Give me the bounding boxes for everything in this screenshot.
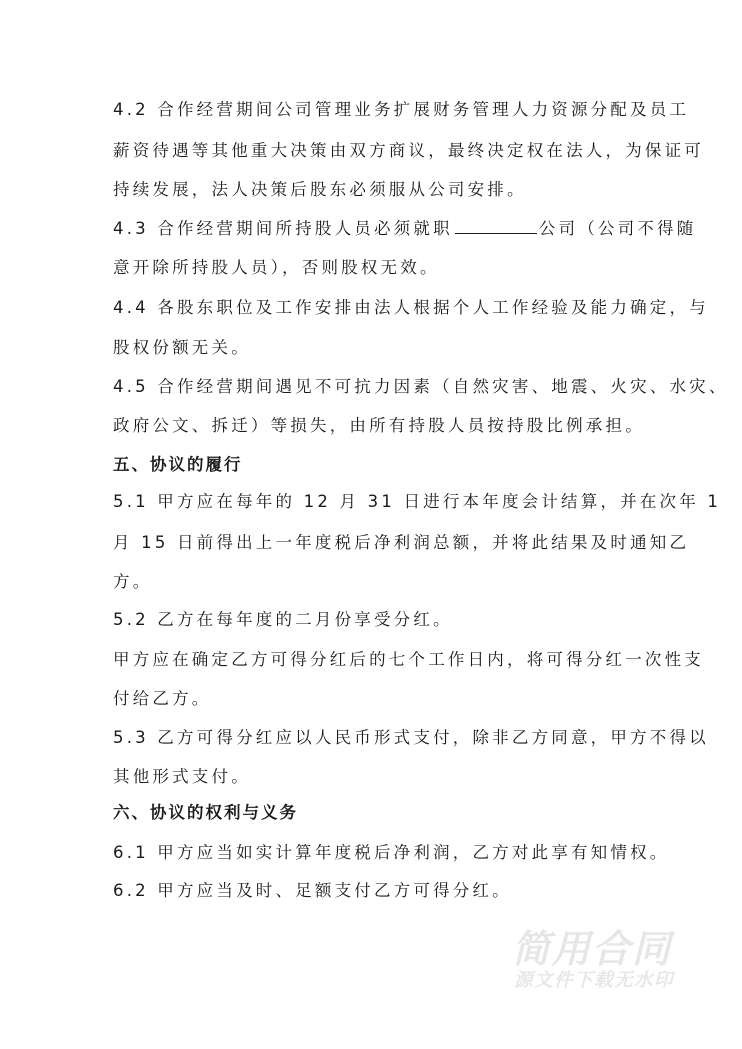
clause-4-4-line-2: 股权份额无关。 (113, 338, 251, 357)
clause-4-4-line-1: 4.4 各股东职位及工作安排由法人根据个人工作经验及能力确定，与 (113, 298, 709, 317)
clause-5-3-line-1: 5.3 乙方可得分红应以人民币形式支付，除非乙方同意，甲方不得以 (113, 728, 709, 747)
company-name-blank[interactable] (455, 219, 537, 234)
watermark-title: 简用合同 (512, 927, 673, 971)
clause-5-3-line-2: 其他形式支付。 (113, 767, 251, 786)
clause-4-2-line-3: 持续发展，法人决策后股东必须服从公司安排。 (113, 180, 527, 199)
clause-5-2-detail-line-2: 付给乙方。 (113, 689, 212, 708)
clause-4-3-post: 公司（公司不得随 (538, 219, 697, 238)
clause-5-1-line-3: 方。 (113, 572, 153, 591)
clause-4-3-line-2: 意开除所持股人员），否则股权无效。 (113, 258, 440, 277)
clause-6-2: 6.2 甲方应当及时、足额支付乙方可得分红。 (113, 881, 512, 900)
clause-4-3-line-1 (113, 219, 696, 239)
clause-5-1-line-1: 5.1 甲方应在每年的 12 月 31 日进行本年度会计结算，并在次年 1 (113, 492, 722, 511)
clause-4-2-line-2: 薪资待遇等其他重大决策由双方商议，最终决定权在法人，为保证可 (113, 141, 704, 160)
clause-5-2: 5.2 乙方在每年度的二月份享受分红。 (113, 610, 453, 629)
clause-4-5-line-2: 政府公文、拆迁）等损失，由所有持股人员按持股比例承担。 (113, 416, 645, 435)
clause-5-1-line-2: 月 15 日前得出上一年度税后净利润总额，并将此结果及时通知乙 (113, 533, 690, 552)
clause-4-3-pre: 4.3 合作经营期间所持股人员必须就职 (113, 219, 453, 238)
section-6-heading: 六、协议的权利与义务 (113, 803, 298, 822)
clause-5-2-detail-line-1: 甲方应在确定乙方可得分红后的七个工作日内，将可得分红一次性支 (113, 650, 704, 669)
clause-6-1: 6.1 甲方应当如实计算年度税后净利润，乙方对此享有知情权。 (113, 843, 670, 862)
clause-4-2-line-1: 4.2 合作经营期间公司管理业务扩展财务管理人力资源分配及员工 (113, 100, 690, 119)
clause-4-5-line-1: 4.5 合作经营期间遇见不可抗力因素（自然灾害、地震、火灾、水灾、 (113, 377, 729, 396)
section-5-heading: 五、协议的履行 (113, 455, 243, 474)
watermark-subtitle: 源文件下载无水印 (514, 970, 675, 991)
